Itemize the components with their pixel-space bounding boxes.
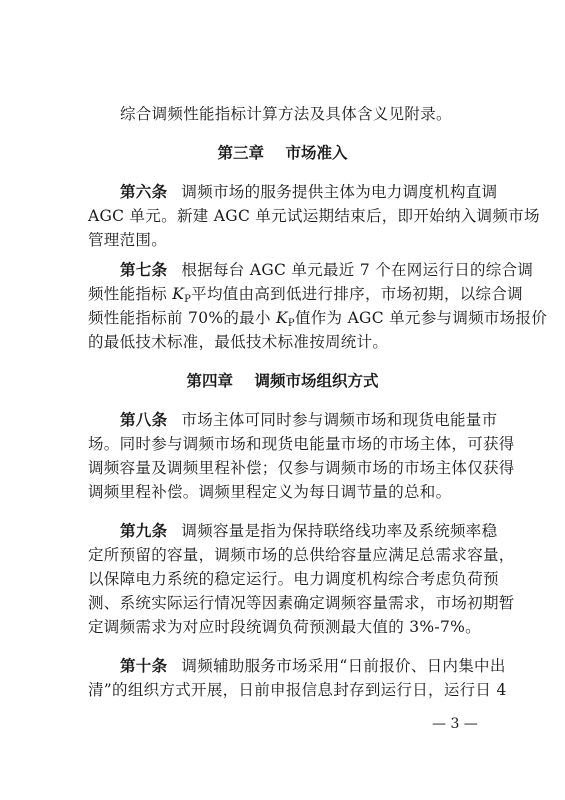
- article-10-text-1: 调频辅助服务市场采用“日前报价、日内集中出: [181, 657, 506, 675]
- article-6-line-3: 管理范围。: [88, 231, 168, 249]
- article-8-text-1: 市场主体可同时参与调频市场和现货电能量市: [181, 411, 498, 429]
- kp-symbol: $K_P$: [172, 285, 192, 305]
- article-9-line-1: [120, 521, 498, 543]
- article-9-line-3: 以保障电力系统的稳定运行。电力调度机构综合考虑负荷预: [88, 570, 499, 588]
- article-6-label: 第六条: [120, 182, 168, 201]
- article-10-line-2: 清”的组织方式开展，日前申报信息封存到运行日，运行日 4: [88, 681, 507, 699]
- article-7-text-3b: 值作为 AGC 单元参与调频市场报价: [294, 309, 548, 327]
- article-8-line-1: [120, 410, 498, 432]
- chapter-4-title: 第四章 调频市场组织方式: [186, 371, 379, 390]
- article-7-line-3: [88, 308, 548, 330]
- article-8-line-4: 调频里程补偿。调频里程定义为每日调节量的总和。: [88, 483, 452, 501]
- article-10-line-1: [120, 656, 506, 678]
- article-9-line-5: 定调频需求为对应时段统调负荷预测最大值的 3%-7%。: [88, 618, 481, 636]
- chapter-3-title: 第三章 市场准入: [217, 143, 348, 162]
- intro-line: 综合调频性能指标计算方法及具体含义见附录。: [120, 105, 452, 123]
- article-8-line-3: 调频容量及调频里程补偿；仅参与调频市场的市场主体仅获得: [88, 459, 515, 477]
- page-number: — 3 —: [432, 716, 478, 732]
- article-9-line-4: 测、系统实际运行情况等因素确定调频容量需求，市场初期暂: [88, 594, 515, 612]
- article-8-label: 第八条: [120, 410, 168, 429]
- article-9-label: 第九条: [120, 521, 168, 540]
- article-7-label: 第七条: [120, 260, 168, 279]
- article-7-text-3a: 频性能指标前 70%的最小: [88, 309, 277, 327]
- article-6-line-1: [120, 182, 498, 204]
- article-7-line-2: [88, 284, 523, 306]
- article-6-line-2: AGC 单元。新建 AGC 单元试运期结束后，即开始纳入调频市场: [88, 207, 540, 225]
- article-8-line-2: 场。同时参与调频市场和现货电能量市场的市场主体，可获得: [88, 435, 515, 453]
- article-9-line-2: 定所预留的容量，调频市场的总供给容量应满足总需求容量，: [88, 546, 515, 564]
- article-7-text-2a: 频性能指标: [88, 285, 173, 303]
- article-7-text-1: 根据每台 AGC 单元最近 7 个在网运行日的综合调: [181, 261, 534, 279]
- article-7-line-1: [120, 260, 534, 282]
- article-7-line-4: 的最低技术标准，最低技术标准按周统计。: [88, 333, 389, 351]
- article-9-text-1: 调频容量是指为保持联络线功率及系统频率稳: [181, 522, 498, 540]
- article-6-text-1: 调频市场的服务提供主体为电力调度机构直调: [181, 183, 498, 201]
- article-7-text-2b: 平均值由高到低进行排序，市场初期，以综合调: [191, 285, 523, 303]
- article-10-label: 第十条: [120, 656, 168, 675]
- kp-symbol-2: $K_P$: [276, 309, 295, 329]
